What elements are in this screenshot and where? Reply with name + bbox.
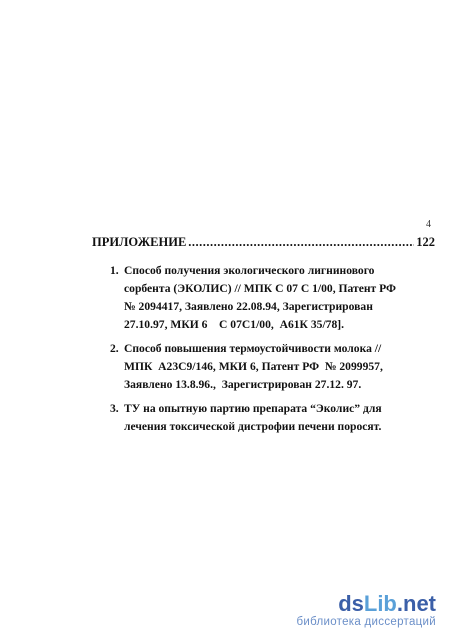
item-number: 2. bbox=[110, 342, 119, 355]
item-line: 27.10.97, МКИ 6 С 07С1/00, А61К 35/78]. bbox=[124, 318, 345, 331]
item-line: Заявлено 13.8.96., Зарегистрирован 27.12. 97. bbox=[124, 378, 362, 391]
item-line: № 2094417, Заявлено 22.08.94, Зарегистрирован bbox=[124, 300, 373, 313]
list-item bbox=[110, 400, 410, 436]
item-number: 1. bbox=[110, 264, 119, 277]
item-text bbox=[124, 340, 410, 394]
item-text bbox=[124, 262, 410, 334]
item-number: 3. bbox=[110, 402, 119, 415]
item-line: ТУ на опытную партию препарата “Эколис” для bbox=[124, 402, 382, 415]
item-line: Способ повышения термоустойчивости молока // bbox=[124, 342, 382, 355]
toc-page-number: 122 bbox=[416, 235, 435, 249]
logo-lib: Lib bbox=[363, 591, 397, 616]
dslib-logo bbox=[296, 592, 436, 616]
toc-title: ПРИЛОЖЕНИЕ bbox=[92, 235, 187, 249]
list-item bbox=[110, 262, 410, 334]
logo-ds: ds bbox=[338, 591, 364, 616]
item-line: МПК А23С9/146, МКИ 6, Патент РФ № 2099957, bbox=[124, 360, 383, 373]
appendix-list bbox=[110, 262, 410, 442]
item-text bbox=[124, 400, 410, 436]
toc-leader-dots bbox=[188, 234, 414, 250]
dslib-watermark bbox=[296, 592, 436, 628]
toc-entry-appendix bbox=[92, 234, 435, 250]
logo-dot: . bbox=[396, 591, 403, 616]
item-line: Способ получения экологического лигнинового bbox=[124, 264, 375, 277]
page-number: 4 bbox=[426, 219, 431, 230]
logo-net: net bbox=[403, 591, 436, 616]
list-item bbox=[110, 340, 410, 394]
item-line: лечения токсической дистрофии печени поросят. bbox=[124, 420, 382, 433]
item-line: сорбента (ЭКОЛИС) // МПК С 07 С 1/00, Патент РФ bbox=[124, 282, 396, 295]
watermark-subtitle: библиотека диссертаций bbox=[296, 616, 436, 628]
